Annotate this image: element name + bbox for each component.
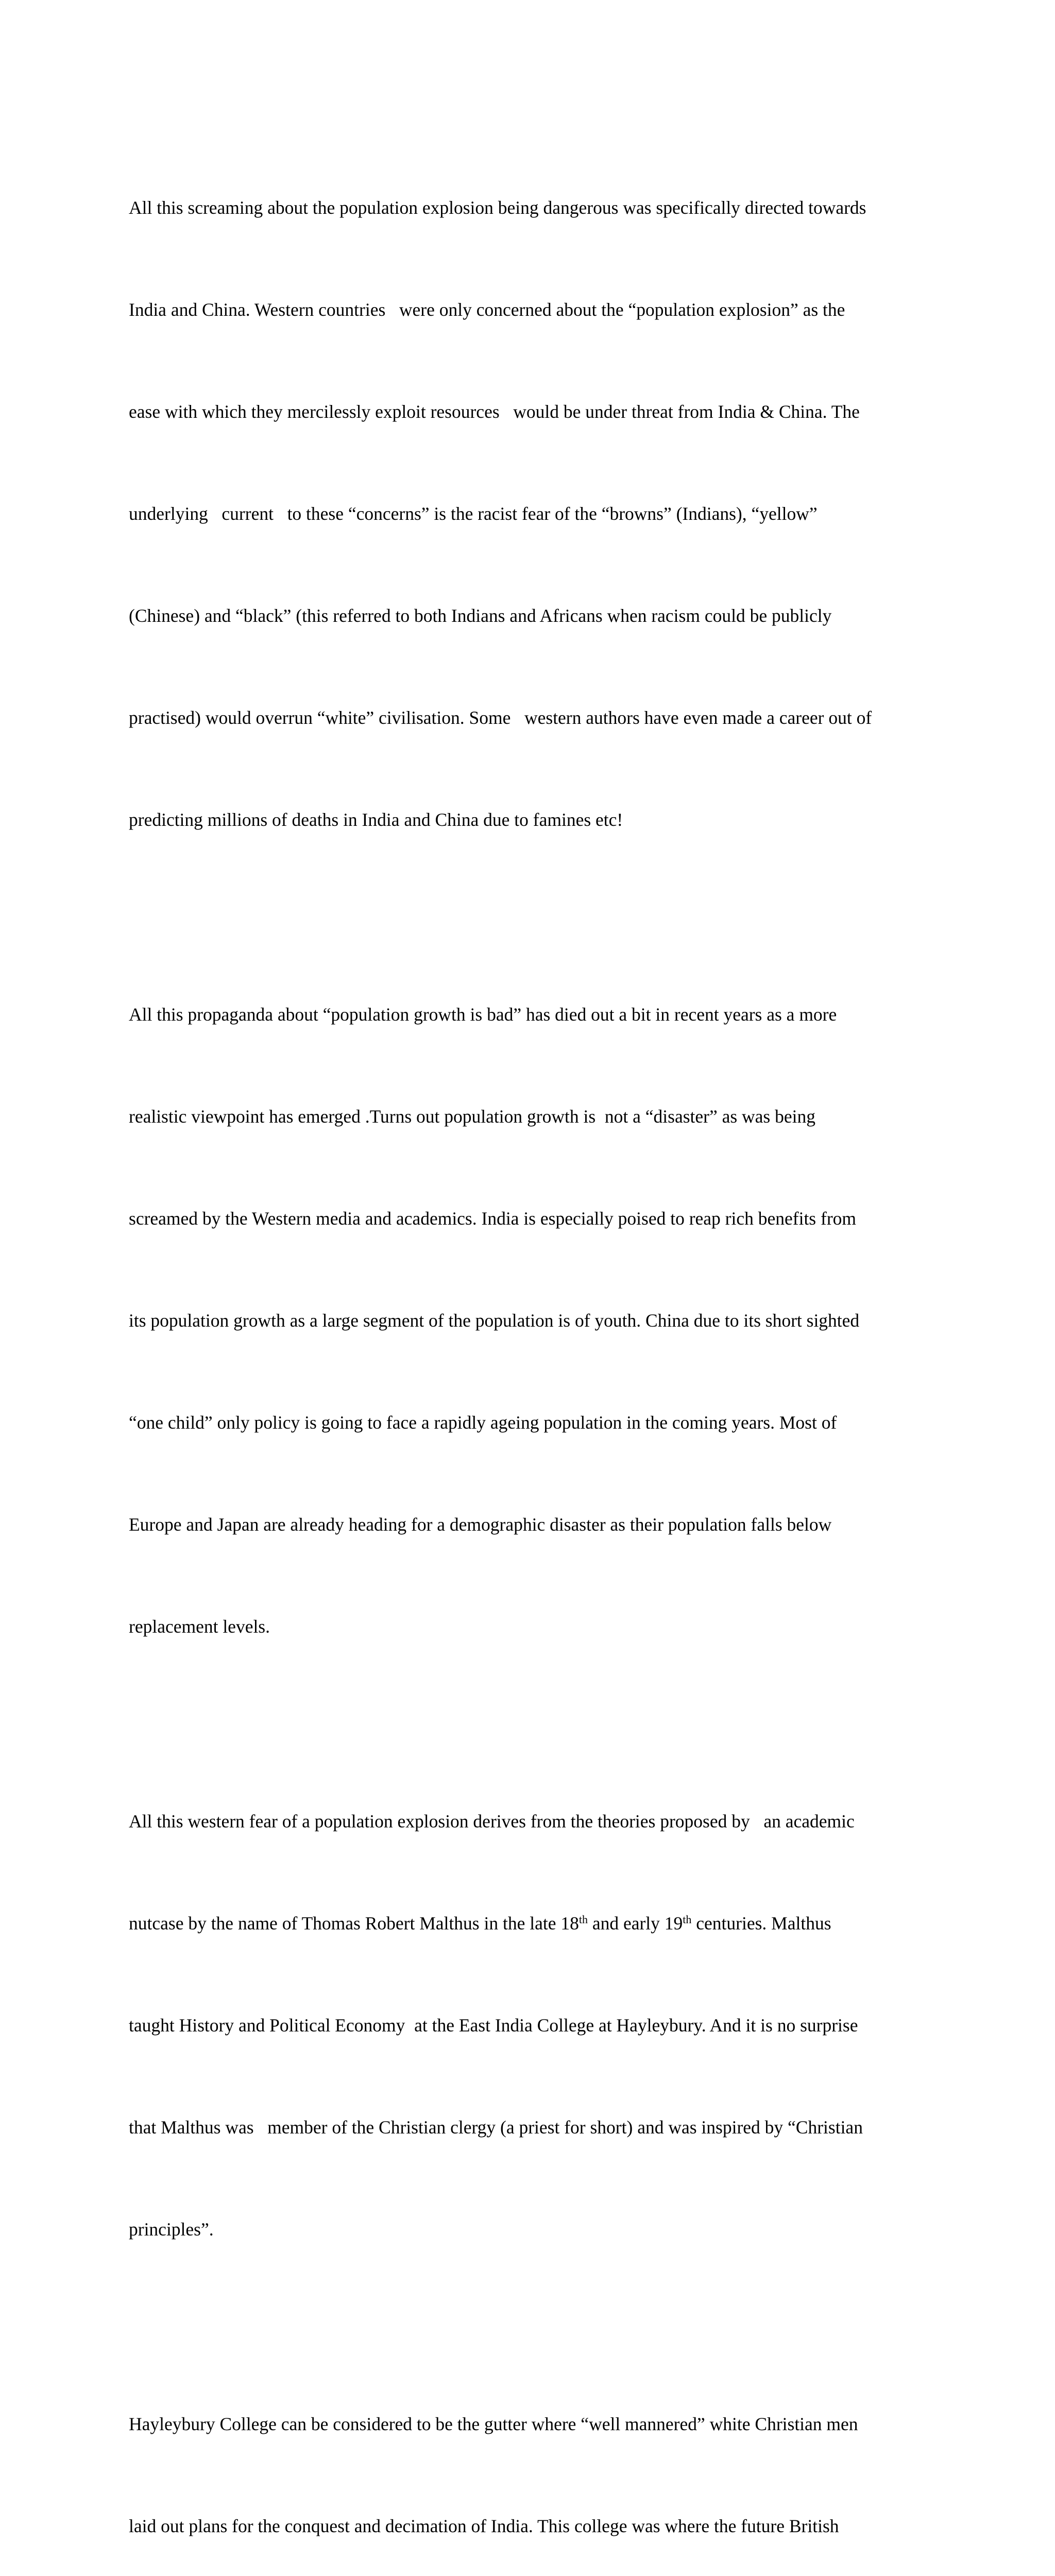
superscript: th <box>683 1913 692 1926</box>
text-line: Hayleybury College can be considered to be the gutter where “well mannered” white Christian men <box>129 2414 858 2434</box>
text-line: practised) would overrun “white” civilisation. Some western authors have even made a career out of <box>129 707 872 728</box>
text-line: its population growth as a large segment of the population is of youth. China due to its short sighted <box>129 1310 860 1331</box>
text-segment: nutcase by the name of Thomas Robert Malthus in the late 18 <box>129 1913 579 1934</box>
text-line: Europe and Japan are already heading for a demographic disaster as their population falls below <box>129 1514 832 1535</box>
text-line: India and China. Western countries were only concerned about the “population explosion” as the <box>129 299 845 320</box>
text-line: principles”. <box>129 2219 214 2240</box>
text-line: screamed by the Western media and academics. India is especially poised to reap rich benefits from <box>129 1208 857 1229</box>
text-line: (Chinese) and “black” (this referred to both Indians and Africans when racism could be publicly <box>129 605 832 626</box>
text-line: realistic viewpoint has emerged .Turns out population growth is not a “disaster” as was being <box>129 1106 815 1127</box>
text-line: All this propaganda about “population growth is bad” has died out a bit in recent years as a more <box>129 1004 837 1025</box>
text-line: laid out plans for the conquest and decimation of India. This college was where the future British <box>129 2516 839 2536</box>
text-line: All this western fear of a population explosion derives from the theories proposed by an academic <box>129 1811 855 1832</box>
text-line: predicting millions of deaths in India and China due to famines etc! <box>129 809 623 830</box>
paragraph-propaganda <box>129 929 953 1711</box>
text-line: ease with which they mercilessly exploit resources would be under threat from India & China. The <box>129 401 860 422</box>
text-segment: centuries. Malthus <box>691 1913 831 1934</box>
paragraph-hayleybury <box>129 2339 953 2576</box>
text-line: All this screaming about the population explosion being dangerous was specifically directed towards <box>129 197 866 218</box>
text-line: that Malthus was member of the Christian clergy (a priest for short) and was inspired by “Christian <box>129 2117 863 2138</box>
text-line: underlying current to these “concerns” is the racist fear of the “browns” (Indians), “yellow” <box>129 503 818 524</box>
paragraph-malthus <box>129 1736 953 2314</box>
text-line: replacement levels. <box>129 1616 270 1637</box>
text-line: taught History and Political Economy at the East India College at Hayleybury. And it is no surprise <box>129 2015 858 2036</box>
text-line: “one child” only policy is going to face a rapidly ageing population in the coming years. Most of <box>129 1412 837 1433</box>
paragraph-population-explosion <box>129 123 953 905</box>
superscript: th <box>578 1913 588 1926</box>
text-segment: and early 19 <box>587 1913 683 1934</box>
text-line <box>129 1906 953 1940</box>
document-page <box>129 123 953 2576</box>
